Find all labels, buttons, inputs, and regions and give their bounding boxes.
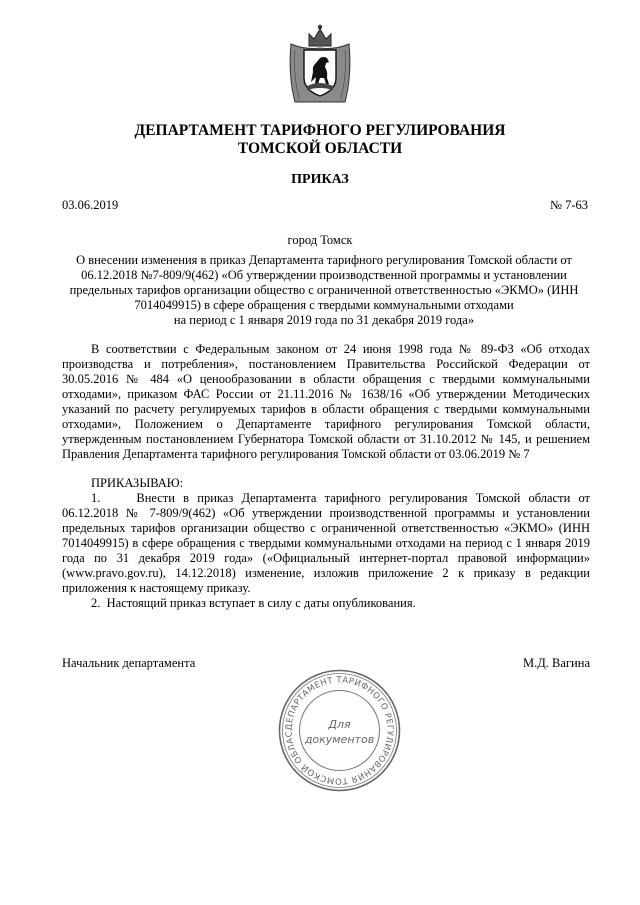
- subject-line: 7014049915) в сфере обращения с твердыми коммунальными отходами: [134, 298, 514, 312]
- city: город Томск: [287, 233, 353, 247]
- order-subject: [60, 253, 588, 328]
- signatory-position: Начальник департамента: [62, 656, 196, 670]
- subject-line: О внесении изменения в приказ Департамента тарифного регулирования Томской области от: [76, 253, 572, 267]
- preamble-paragraph: В соответствии с Федеральным законом от 24 июня 1998 года № 89-ФЗ «Об отходах производства и потребления», постановлением Правительства Российской Федерации от 30.05.2016 № 484 «О ценообразовании в области обращения с твердыми коммунальными отходами», приказом ФАС России от 21.11.2016 № 1638/16 «Об утверждении Методических указаний по расчету регулируемых тарифов в области обращения с твердыми коммунальными отходами», Положением о Департаменте тарифного регулирования Томской области, утвержденным постановлением Губернатора Томской области от 31.10.2012 № 145, и решением Правления Департамента тарифного регулирования Томской области от 03.06.2019 № 7: [62, 342, 590, 461]
- subject-line: 06.12.2018 №7-809/9(462) «Об утверждении производственной программы и установлении: [81, 268, 567, 282]
- item-text: Внести в приказ Департамента тарифного регулирования Томской области от 06.12.2018 № 7-809/9(462) «Об утверждении производственной программы и установлении предельных тарифов организации общество с ограниченной ответственностью «ЭКМО» (ИНН 7014049915) в сфере обращения с твердыми коммунальными отходами на период с 1 января 2019 года по 31 декабря 2019 года» («Официальный интернет-портал правовой информации» (www.pravo.gov.ru), 14.12.2018) изменение, изложив приложение 2 к приказу в редакции приложения к настоящему приказу.: [62, 491, 590, 595]
- stamp-center-line-2: документов: [304, 733, 375, 746]
- signatory-name: М.Д. Вагина: [523, 656, 590, 670]
- coat-of-arms-icon: [287, 20, 353, 110]
- department-line-2: ТОМСКОЙ ОБЛАСТИ: [237, 140, 403, 157]
- order-item-2: [91, 596, 591, 611]
- item-number: 2.: [91, 596, 101, 610]
- official-stamp: [277, 668, 402, 793]
- order-item-1: [62, 491, 590, 596]
- item-text: Настоящий приказ вступает в силу с даты опубликования.: [106, 596, 416, 610]
- order-word: ПРИКАЗЫВАЮ:: [91, 476, 184, 490]
- order-date: 03.06.2019: [62, 198, 119, 212]
- stamp-ring-text: ДЕПАРТАМЕНТ ТАРИФНОГО РЕГУЛИРОВАНИЯ ТОМСКОЙ ОБЛАС: [284, 675, 395, 786]
- department-name: [60, 122, 580, 158]
- department-line-1: ДЕПАРТАМЕНТ ТАРИФНОГО РЕГУЛИРОВАНИЯ: [134, 122, 506, 139]
- subject-line: на период с 1 января 2019 года по 31 декабря 2019 года»: [173, 313, 475, 327]
- order-number: № 7-63: [550, 198, 588, 212]
- stamp-center-line-1: Для: [328, 718, 351, 731]
- item-number: 1.: [91, 491, 101, 505]
- order-title: ПРИКАЗ: [291, 172, 349, 187]
- subject-line: предельных тарифов организации общество с ограниченной ответственностью «ЭКМО» (ИНН: [69, 283, 579, 297]
